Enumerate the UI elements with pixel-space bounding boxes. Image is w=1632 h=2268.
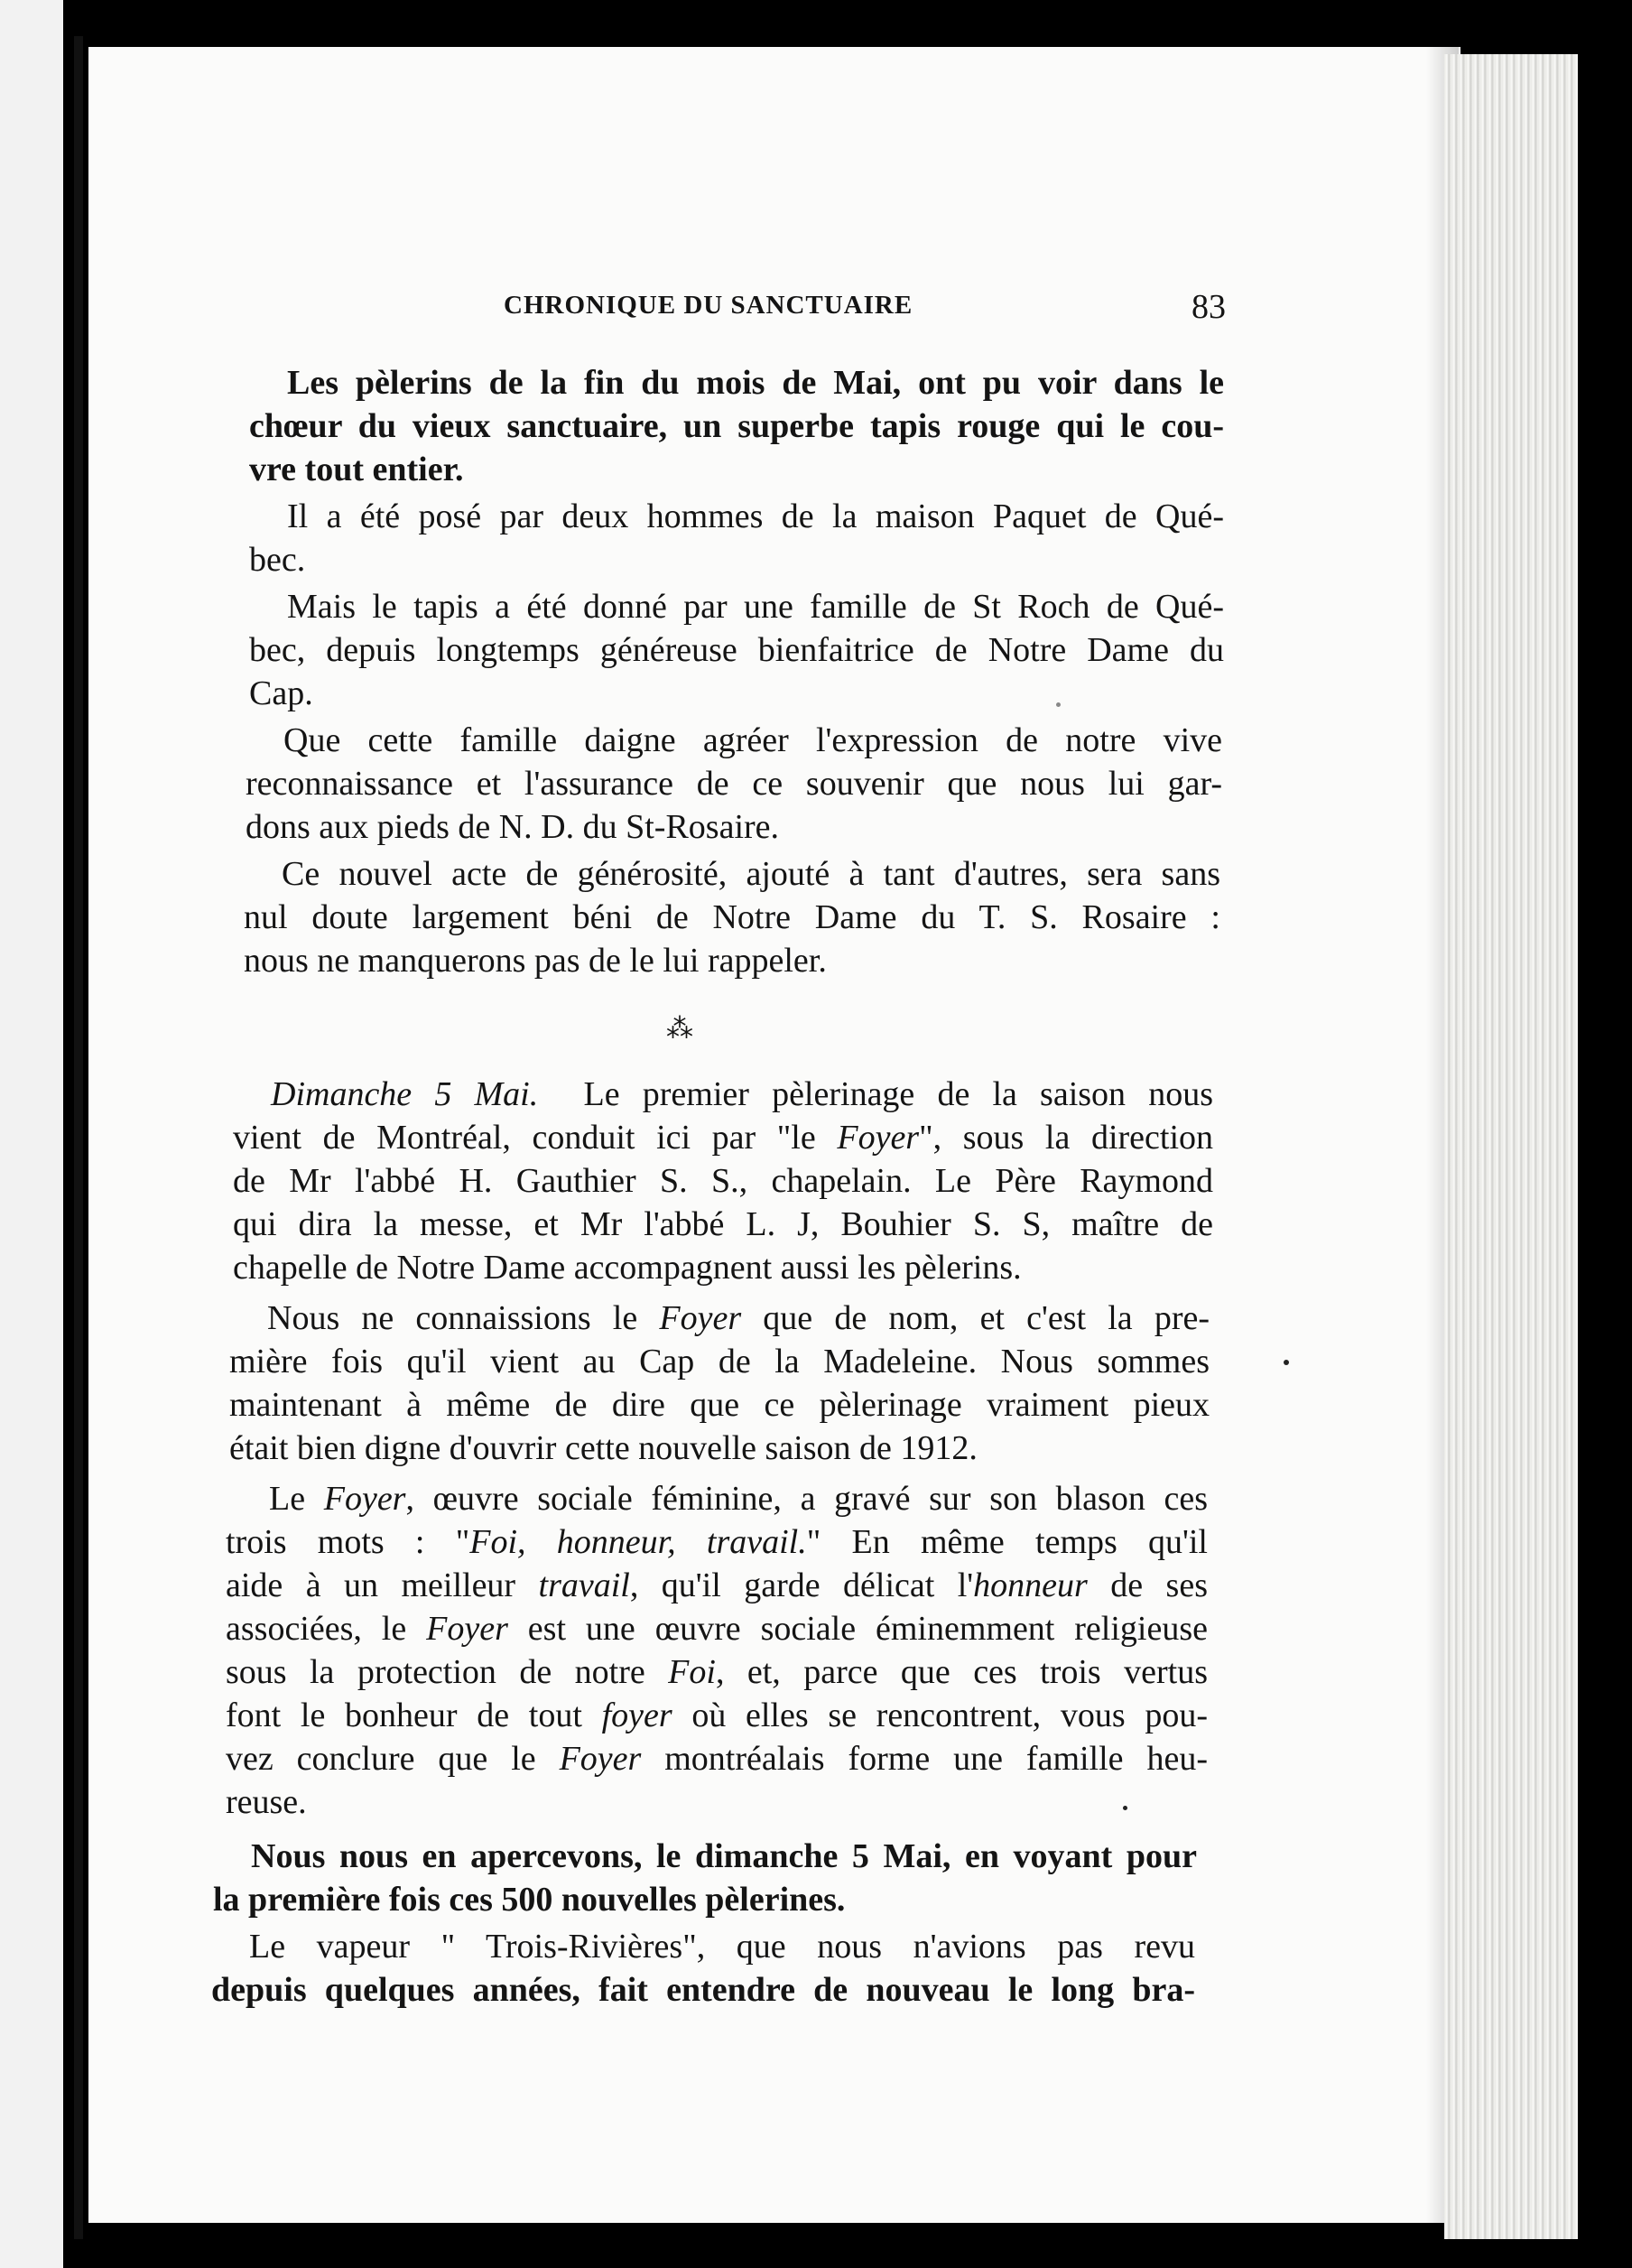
text-line: Ce nouvel acte de générosité, ajouté à tant d'autres, sera sans <box>282 855 1220 893</box>
text-fragment: est une œuvre sociale éminemment religieuse <box>507 1610 1208 1648</box>
text-fragment: trois mots : " <box>226 1523 470 1561</box>
text-fragment: vez conclure que le <box>226 1740 560 1778</box>
text-line: chapelle de Notre Dame accompagnent aussi les pèlerins. <box>233 1249 1022 1287</box>
text-fragment: Foyer <box>426 1610 508 1648</box>
facing-page-edge <box>0 0 63 2268</box>
motto: Foi, honneur, travail. <box>469 1523 807 1561</box>
text-line: était bien digne d'ouvrir cette nouvelle saison de 1912. <box>229 1429 978 1467</box>
paragraph-pilgrimage-5 <box>211 1925 1195 2012</box>
paragraph-pilgrimage-1 <box>233 1073 1213 1289</box>
text-fragment: Le <box>269 1480 324 1518</box>
text-line <box>226 1650 1208 1694</box>
text-fragment: foyer <box>601 1696 672 1734</box>
text-fragment: font le bonheur de tout <box>226 1696 602 1734</box>
text-line <box>213 1878 1197 1921</box>
text-line: Que cette famille daigne agréer l'expression de notre vive <box>283 721 1222 759</box>
text-line: bec, depuis longtemps généreuse bienfaitrice de Notre Dame du <box>249 631 1224 669</box>
text-fragment: Foyer <box>559 1740 642 1778</box>
paragraph-carpet-1 <box>249 361 1224 491</box>
text-line <box>233 1116 1213 1159</box>
text-fragment: Foyer <box>659 1299 742 1337</box>
text-line: Mais le tapis a été donné par une famille de St Roch de Qué- <box>287 588 1224 626</box>
text-line: maintenant à même de dire que ce pèlerinage vraiment pieux <box>229 1386 1210 1424</box>
text-fragment: montréalais forme une famille heu- <box>641 1740 1208 1778</box>
paragraph-carpet-5 <box>244 852 1220 982</box>
text-fragment: associées, le <box>226 1610 427 1648</box>
section-separator-asterism: ⁂ <box>666 1013 695 1045</box>
text-line <box>226 1694 1208 1737</box>
text-fragment: la première fois ces <box>213 1881 502 1919</box>
text-fragment: " En même temps qu'il <box>806 1523 1208 1561</box>
text-line: qui dira la messe, et Mr l'abbé L. J, Bouhier S. S, maître de <box>233 1205 1213 1243</box>
text-line <box>233 1073 1213 1116</box>
text-line: reuse. <box>226 1783 307 1821</box>
text-fragment: Foi <box>668 1653 716 1691</box>
text-fragment: sous la protection de notre <box>226 1653 669 1691</box>
text-line <box>226 1520 1208 1564</box>
paragraph-carpet-2 <box>249 495 1224 581</box>
text-line: Cap. <box>249 674 313 712</box>
date-heading: Dimanche 5 Mai. <box>271 1075 539 1113</box>
text-line: mière fois qu'il vient au Cap de la Madeleine. Nous sommes <box>229 1343 1210 1380</box>
paragraph-carpet-3 <box>249 585 1224 715</box>
text-line <box>229 1297 1210 1340</box>
text-fragment: aide à un meilleur <box>226 1566 539 1604</box>
text-fragment: , qu'il garde délicat l' <box>629 1566 974 1604</box>
text-fragment: Foyer <box>323 1480 406 1518</box>
text-fragment: , œuvre sociale féminine, a gravé sur son blason ces <box>405 1480 1209 1518</box>
text-line <box>226 1607 1208 1650</box>
text-fragment: , et, parce que ces trois vertus <box>715 1653 1208 1691</box>
text-fragment: que de nom, et c'est la pre- <box>741 1299 1210 1337</box>
text-line: dons aux pieds de N. D. du St-Rosaire. <box>246 808 780 846</box>
text-fragment: où elles se rencontrent, vous pou- <box>672 1696 1208 1734</box>
text-line: de Mr l'abbé H. Gauthier S. S., chapelain. Le Père Raymond <box>233 1162 1213 1200</box>
text-line: reconnaissance et l'assurance de ce souvenir que nous lui gar- <box>246 765 1222 803</box>
text-line: depuis quelques années, fait entendre de nouveau le long bra- <box>211 1971 1195 2009</box>
text-fragment: vient de Montréal, conduit ici par "le <box>233 1119 838 1157</box>
text-line: Les pèlerins de la fin du mois de Mai, ont pu voir dans le <box>287 364 1224 402</box>
text-fragment: Nous ne connaissions le <box>267 1299 660 1337</box>
text-fragment: Foyer <box>837 1119 920 1157</box>
page-stack-edges <box>1444 54 1578 2239</box>
pilgrim-count: 500 <box>501 1881 553 1919</box>
text-fragment: de ses <box>1087 1566 1208 1604</box>
scan-speck <box>1123 1806 1127 1810</box>
running-head: CHRONIQUE DU SANCTUAIRE <box>504 291 913 320</box>
text-fragment: nouvelles pèlerines. <box>552 1881 846 1919</box>
text-line: nul doute largement béni de Notre Dame du T. S. Rosaire : <box>244 898 1220 936</box>
paragraph-pilgrimage-3 <box>226 1477 1208 1824</box>
text-line: chœur du vieux sanctuaire, un superbe tapis rouge qui le cou- <box>249 407 1224 445</box>
paragraph-pilgrimage-4 <box>213 1835 1197 1921</box>
text-fragment: honneur <box>973 1566 1088 1604</box>
text-fragment: Le premier pèlerinage de la saison nous <box>583 1075 1213 1113</box>
paragraph-carpet-4 <box>246 719 1222 849</box>
text-line: Le vapeur " Trois-Rivières", que nous n'avions pas revu <box>249 1928 1195 1966</box>
text-line: Il a été posé par deux hommes de la maison Paquet de Qué- <box>287 497 1224 535</box>
text-line <box>226 1737 1208 1780</box>
text-line <box>226 1477 1208 1520</box>
text-line <box>226 1564 1208 1607</box>
text-line: bec. <box>249 541 306 579</box>
text-line: Nous nous en apercevons, le dimanche 5 Mai, en voyant pour <box>251 1837 1197 1875</box>
scan-speck <box>1284 1360 1289 1365</box>
text-line: vre tout entier. <box>249 451 464 488</box>
binding-edge <box>74 36 83 2239</box>
page-number: 83 <box>1192 288 1226 326</box>
text-fragment: ", sous la direction <box>919 1119 1214 1157</box>
text-fragment: travail <box>538 1566 630 1604</box>
scan-speck <box>1056 702 1061 707</box>
text-line: nous ne manquerons pas de le lui rappeler. <box>244 942 827 980</box>
paragraph-pilgrimage-2 <box>229 1297 1210 1470</box>
